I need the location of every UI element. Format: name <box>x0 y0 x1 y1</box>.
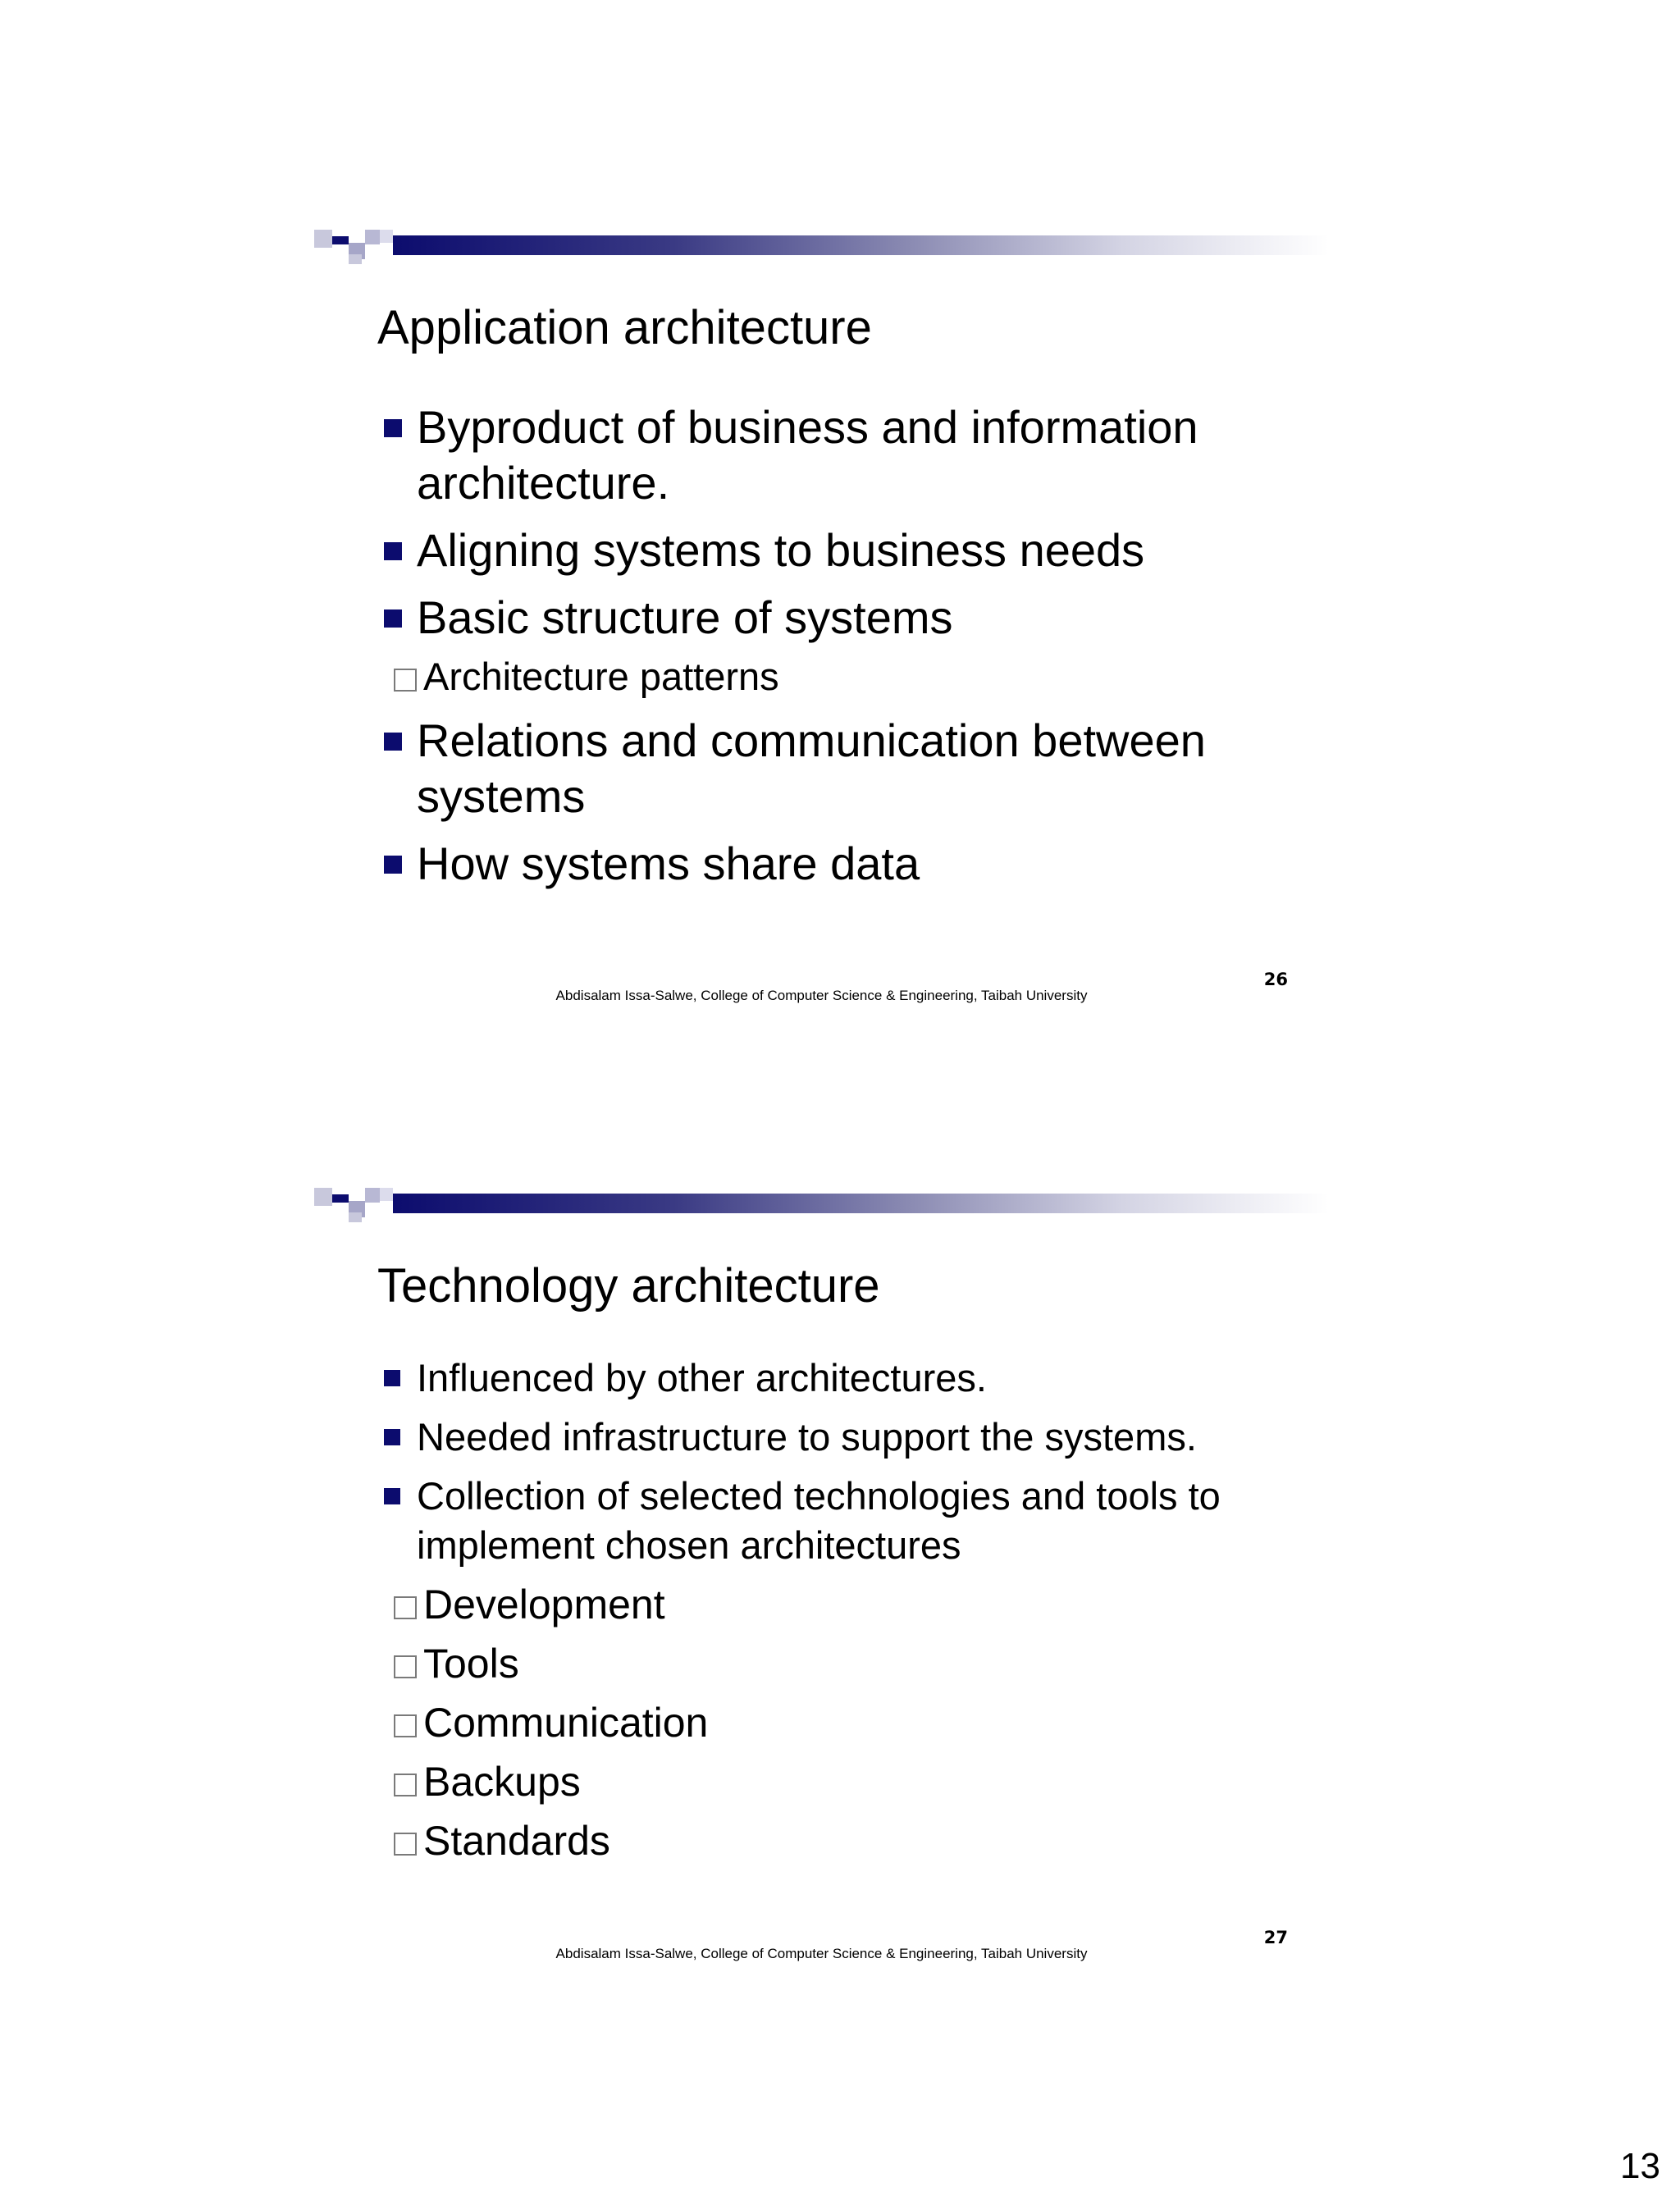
hollow-square-bullet-icon <box>394 1655 417 1678</box>
list-item <box>377 1413 1329 1462</box>
bullet-text: Relations and communication between systems <box>417 714 1206 822</box>
list-item <box>377 399 1329 511</box>
list-item <box>377 523 1329 578</box>
header-squares-decoration <box>314 1188 393 1222</box>
sub-bullet-text: Backups <box>423 1759 581 1805</box>
bullet-text: Byproduct of business and information architecture. <box>417 401 1198 509</box>
bullet-text: Collection of selected technologies and tools to implement chosen architectures <box>417 1474 1221 1567</box>
slide-number: 26 <box>1263 970 1288 989</box>
list-item <box>377 1472 1329 1570</box>
sub-bullet-text: Tools <box>423 1641 519 1687</box>
slide-footer: Abdisalam Issa-Salwe, College of Computer Science & Engineering, Taibah University <box>555 1946 1088 1961</box>
list-item <box>377 713 1329 824</box>
sub-bullet-text: Communication <box>423 1700 709 1746</box>
slide-27 <box>314 1181 1329 2002</box>
bullet-text: Basic structure of systems <box>417 591 953 643</box>
bullet-text: Aligning systems to business needs <box>417 524 1145 576</box>
sub-list-item <box>338 1639 1329 1688</box>
list-item <box>377 590 1329 646</box>
sub-list-item <box>338 1580 1329 1629</box>
square-bullet-icon <box>384 419 402 437</box>
header-gradient-line <box>393 235 1329 255</box>
page-number: 13 <box>1620 2146 1660 2186</box>
bullet-list <box>377 1354 1329 1875</box>
bullet-text: Needed infrastructure to support the systems. <box>417 1415 1197 1459</box>
header-gradient-line <box>393 1194 1329 1213</box>
header-squares-decoration <box>314 230 393 264</box>
bullet-text: Influenced by other architectures. <box>417 1356 987 1399</box>
slide-26 <box>314 223 1329 1043</box>
bullet-list <box>377 399 1329 903</box>
square-bullet-icon <box>384 1429 400 1445</box>
slide-header-bar <box>314 1181 1329 1222</box>
slide-title: Technology architecture <box>377 1259 880 1312</box>
square-bullet-icon <box>384 1488 400 1504</box>
list-item <box>377 836 1329 892</box>
sub-bullet-text: Development <box>423 1582 665 1628</box>
sub-list-item <box>338 1757 1329 1806</box>
sub-list-item <box>338 1816 1329 1865</box>
hollow-square-bullet-icon <box>394 1596 417 1619</box>
sub-list-item <box>338 652 1329 701</box>
slide-header-bar <box>314 223 1329 264</box>
slide-number: 27 <box>1263 1928 1288 1947</box>
bullet-text: How systems share data <box>417 838 920 889</box>
slide-footer: Abdisalam Issa-Salwe, College of Computer Science & Engineering, Taibah University <box>555 988 1088 1003</box>
square-bullet-icon <box>384 1370 400 1386</box>
hollow-square-bullet-icon <box>394 1714 417 1737</box>
sub-bullet-text: Standards <box>423 1818 610 1864</box>
square-bullet-icon <box>384 733 402 751</box>
sub-list-item <box>338 1698 1329 1747</box>
hollow-square-bullet-icon <box>394 669 417 692</box>
sub-bullet-text: Architecture patterns <box>423 655 779 698</box>
square-bullet-icon <box>384 856 402 874</box>
slide-title: Application architecture <box>377 301 872 354</box>
hollow-square-bullet-icon <box>394 1774 417 1796</box>
list-item <box>377 1354 1329 1403</box>
hollow-square-bullet-icon <box>394 1833 417 1856</box>
square-bullet-icon <box>384 542 402 560</box>
square-bullet-icon <box>384 609 402 628</box>
